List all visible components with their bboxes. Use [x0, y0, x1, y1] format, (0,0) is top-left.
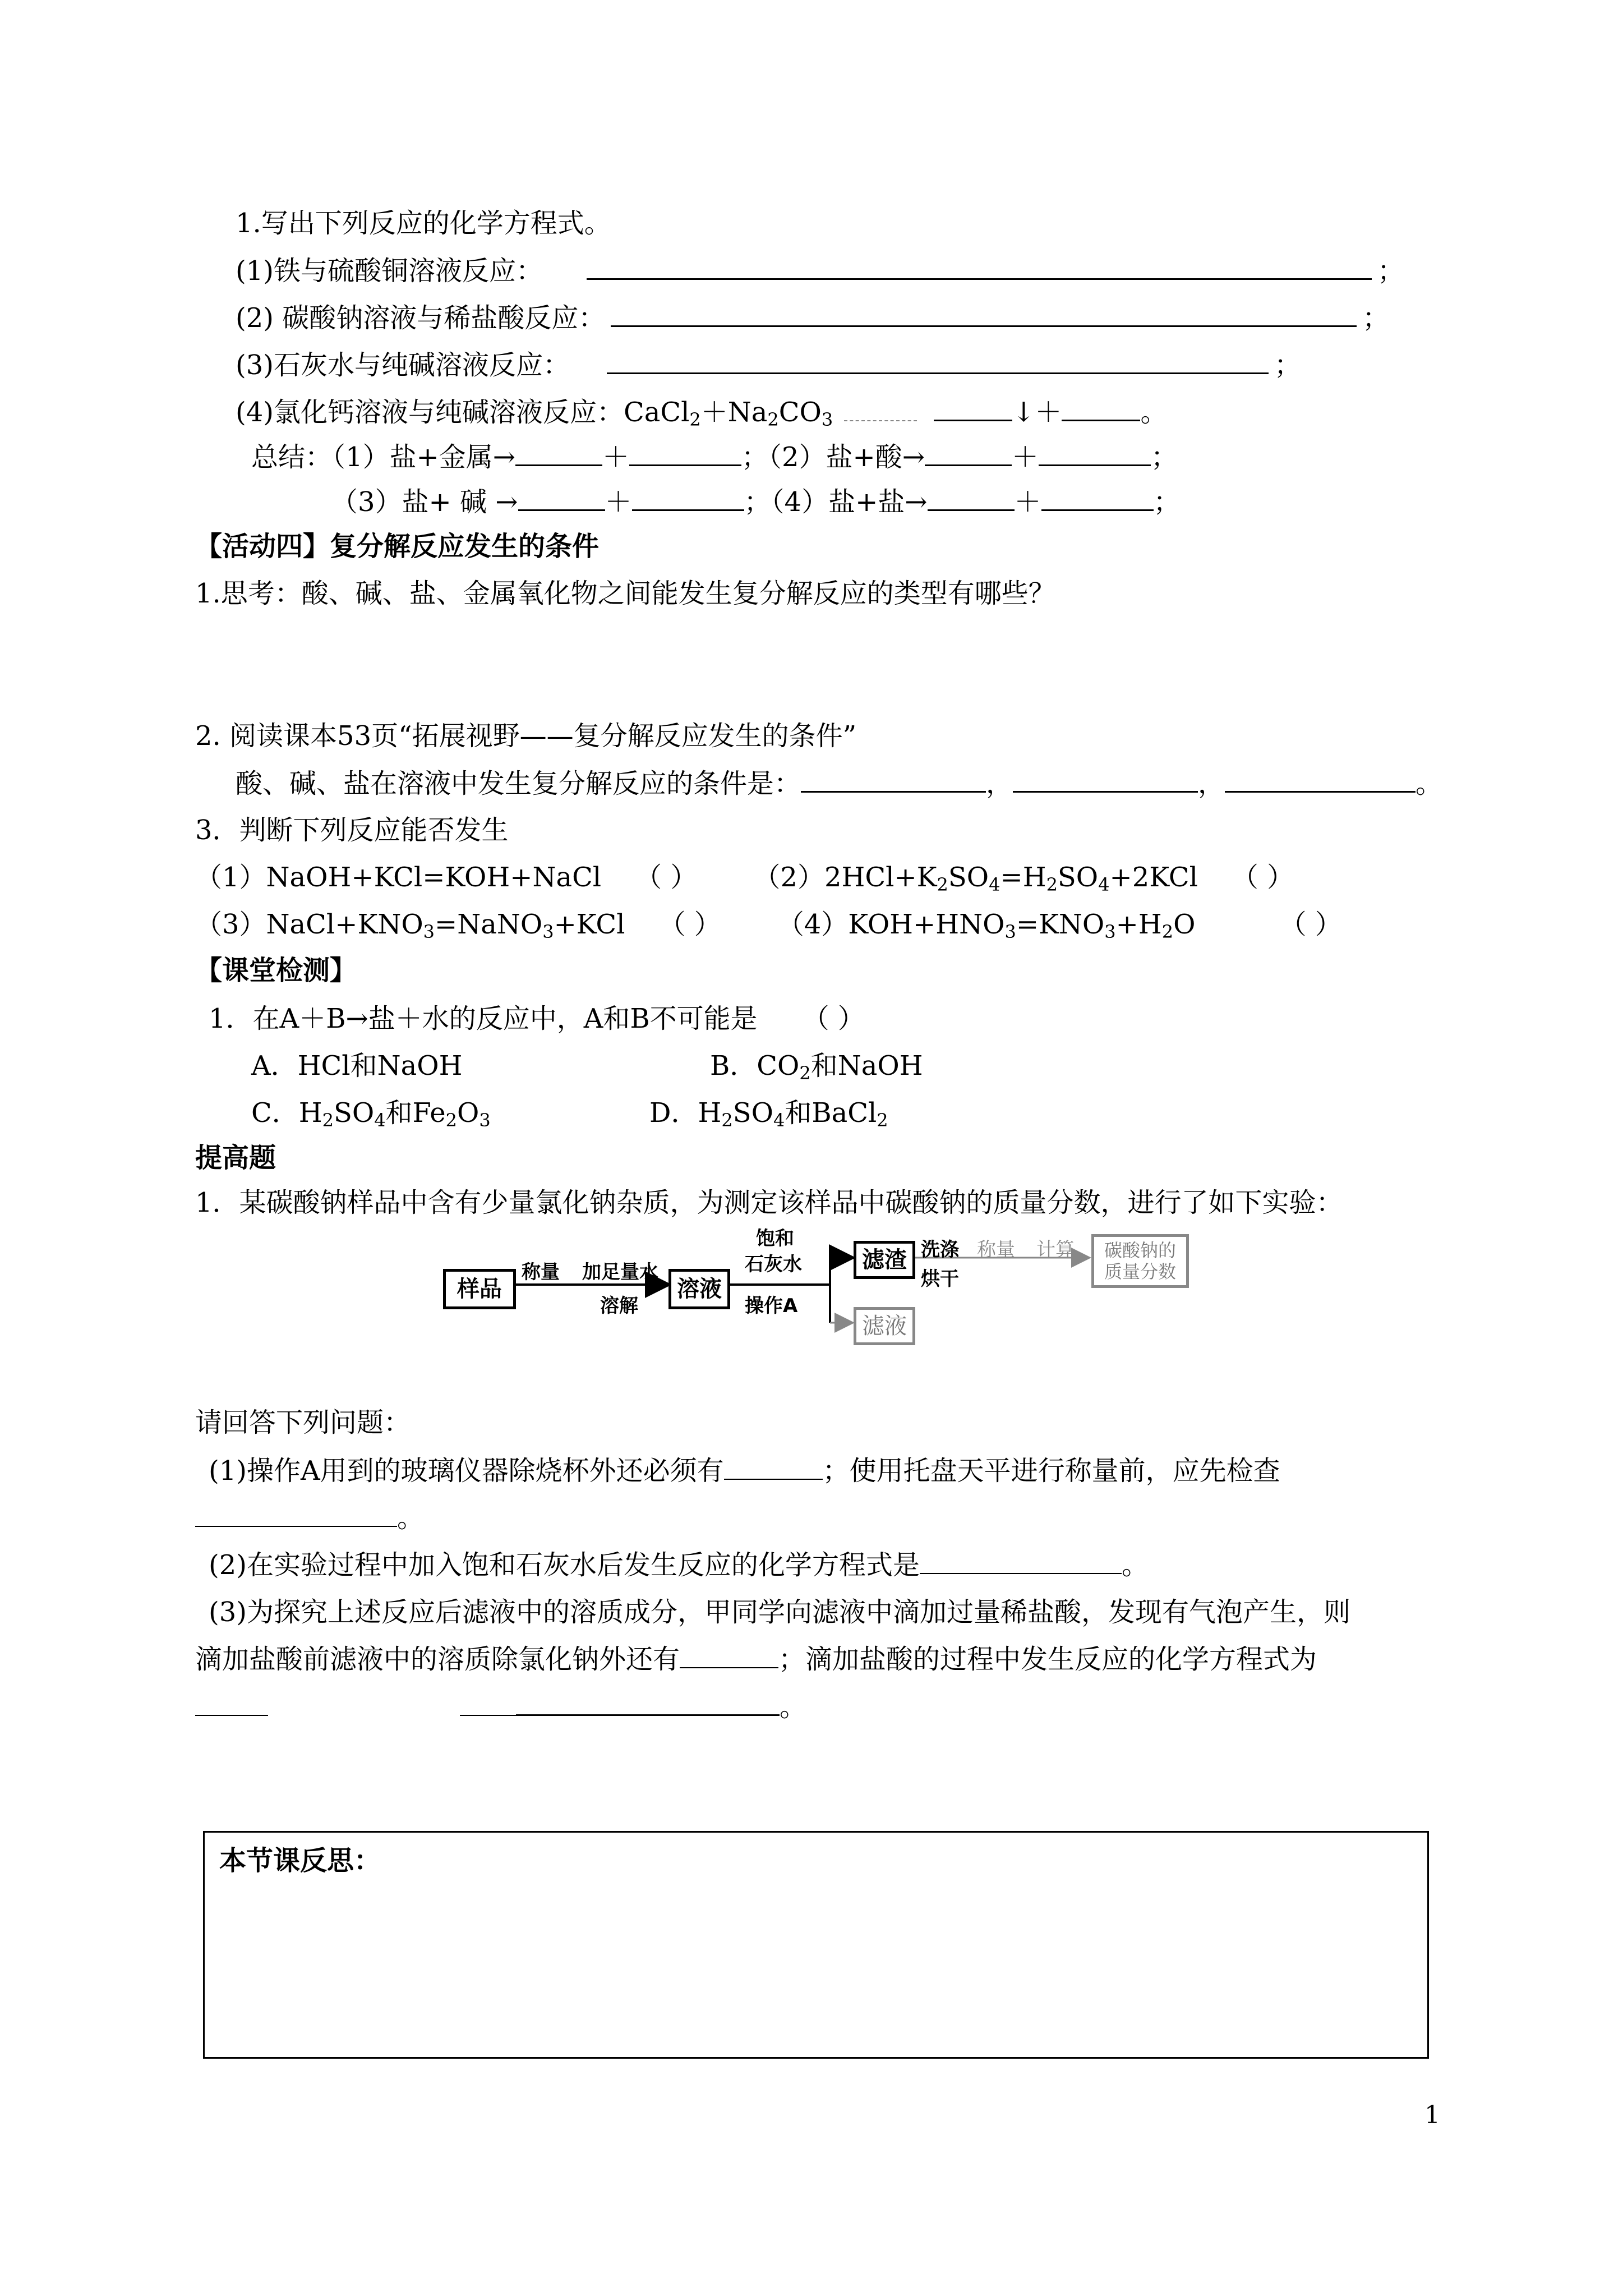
- q1-d-text: (4)氯化钙溶液与纯碱溶液反应：: [236, 397, 624, 428]
- box-result: [1091, 1234, 1189, 1288]
- judge-1: （1）NaOH+KCl=KOH+NaCl: [195, 862, 602, 893]
- box-solution: 溶液: [668, 1269, 730, 1309]
- q1-d: [236, 395, 1167, 436]
- p3-blank-1[interactable]: [680, 1642, 778, 1668]
- q1-a: [236, 254, 1404, 288]
- judge-4: $(4)KOH+HNO_3=KNO_3+H_2O$: [777, 909, 1196, 942]
- q1-d-blank-3[interactable]: [1062, 395, 1140, 421]
- semicolon: ；: [1377, 255, 1405, 287]
- option-b[interactable]: B．$CO_2$和NaOH: [710, 1050, 923, 1084]
- summary-2-blank-a[interactable]: [925, 440, 1012, 466]
- option-c[interactable]: C．$H_2SO_4$和$Fe_2O_3$: [251, 1097, 491, 1131]
- box-sample: 样品: [443, 1269, 516, 1309]
- activity4-think: 1.思考：酸、碱、盐、金属氧化物之间能发生复分解反应的类型有哪些？: [195, 578, 1055, 609]
- plus: ＋: [1014, 486, 1041, 518]
- period: 。: [1122, 1549, 1149, 1581]
- activity4-judge: 3．判断下列反应能否发生: [195, 815, 509, 846]
- semicolon: ；: [1151, 441, 1178, 473]
- condition-blank-2[interactable]: [1013, 766, 1198, 793]
- activity4-read: 2. 阅读课本53页“拓展视野——复分解反应发生的条件”: [195, 720, 857, 752]
- p1-blank-2[interactable]: [195, 1501, 397, 1527]
- page-number: 1: [1424, 2101, 1440, 2129]
- judge-2-answer[interactable]: （ ）: [1231, 862, 1294, 893]
- condition-blank-3[interactable]: [1225, 766, 1415, 793]
- class-check-heading: 【课堂检测】: [195, 955, 357, 986]
- option-a[interactable]: A．HCl和NaOH: [251, 1050, 463, 1082]
- summary-row-1: [251, 440, 1178, 474]
- q1-d-blank-1[interactable]: [844, 395, 917, 421]
- advanced-p3-line3: [195, 1690, 806, 1724]
- result-line-1: 碳酸钠的: [1104, 1240, 1176, 1261]
- plus: ＋: [605, 486, 632, 518]
- summary-1: 总结：（1）盐+金属→: [251, 441, 515, 473]
- summary-row-2: [331, 485, 1181, 519]
- label-saturated: 饱和: [756, 1227, 794, 1250]
- label-wash: 洗涤: [921, 1239, 959, 1261]
- q1-b-text: (2) 碳酸钠溶液与稀盐酸反应：: [236, 302, 606, 334]
- label-calc: 计算: [1036, 1239, 1075, 1261]
- semicolon: ；: [741, 441, 769, 473]
- label-operation-a: 操作A: [745, 1295, 798, 1317]
- conditions-text: 酸、碱、盐在溶液中发生复分解反应的条件是：: [236, 768, 801, 799]
- q1-title: 1.写出下列反应的化学方程式。: [236, 208, 611, 239]
- judge-3-answer[interactable]: （ ）: [658, 909, 721, 940]
- label-add-water: 加足量水: [582, 1261, 658, 1283]
- q1-d-blank-2[interactable]: [934, 395, 1012, 421]
- class-check-q1: [209, 1002, 865, 1036]
- period: 。: [397, 1502, 425, 1534]
- advanced-p1: [209, 1454, 1280, 1488]
- judge-4-answer[interactable]: （ ）: [1279, 909, 1342, 940]
- advanced-p3-line2: [195, 1642, 1317, 1676]
- reflection-box[interactable]: [203, 1831, 1429, 2059]
- activity4-conditions: 酸、碱、盐在溶液中发生复分解反应的条件是： ， ， 。: [236, 766, 1442, 800]
- summary-3: （3）盐+ 碱 →: [331, 486, 518, 518]
- box-residue: 滤渣: [854, 1241, 915, 1279]
- q1-a-text: (1)铁与硫酸铜溶液反应：: [236, 255, 543, 287]
- q1-c-text: (3)石灰水与纯碱溶液反应：: [236, 349, 570, 381]
- p2-text: (2)在实验过程中加入饱和石灰水后发生反应的化学方程式是: [209, 1549, 920, 1581]
- semicolon: ；: [744, 486, 771, 518]
- summary-1-blank-a[interactable]: [515, 440, 602, 466]
- precipitate-plus: ↓＋: [1012, 397, 1062, 428]
- p2-blank[interactable]: [920, 1548, 1122, 1574]
- condition-blank-1[interactable]: [801, 766, 986, 793]
- plus: ＋: [1012, 441, 1039, 473]
- semicolon: ；: [1153, 486, 1181, 518]
- label-limewater: 石灰水: [745, 1253, 802, 1276]
- class-check-q1-text: 1．在A＋B→盐＋水的反应中，A和B不可能是: [209, 1003, 758, 1034]
- class-check-q1-answer[interactable]: （ ）: [802, 1003, 865, 1034]
- p3-blank-2b[interactable]: [460, 1690, 516, 1716]
- experiment-flow-diagram: [437, 1217, 1234, 1363]
- advanced-q1: 1．某碳酸钠样品中含有少量氯化钠杂质，为测定该样品中碳酸钠的质量分数，进行了如下实验：: [195, 1187, 1343, 1218]
- summary-2-blank-b[interactable]: [1039, 440, 1151, 466]
- summary-3-blank-b[interactable]: [632, 485, 744, 511]
- summary-4-blank-b[interactable]: [1041, 485, 1154, 511]
- p3-blank-2c[interactable]: [516, 1690, 780, 1716]
- summary-3-blank-a[interactable]: [518, 485, 605, 511]
- activity4-heading: 【活动四】复分解反应发生的条件: [195, 531, 600, 562]
- period: 。: [780, 1691, 807, 1723]
- advanced-p2: [209, 1548, 1149, 1582]
- q1-c: [236, 348, 1301, 382]
- p3-blank-2a[interactable]: [195, 1690, 268, 1716]
- label-weigh: 称量: [522, 1261, 560, 1283]
- label-dry: 烘干: [921, 1268, 959, 1290]
- summary-4: （4）盐+盐→: [771, 486, 928, 518]
- answer-prompt: 请回答下列问题：: [195, 1407, 411, 1438]
- q1-c-answer-blank[interactable]: [607, 348, 1269, 374]
- semicolon: ；: [1362, 302, 1390, 334]
- judge-2: $(2)2HCl+K_2SO_4=H_2SO_4+2KCl$: [753, 862, 1198, 895]
- formula: $CaCl_2+Na_2CO_3$: [624, 397, 833, 430]
- label-weigh-2: 称量: [977, 1239, 1015, 1261]
- q1-a-answer-blank[interactable]: [587, 254, 1372, 280]
- p1-mid-text: ；使用托盘天平进行称量前，应先检查: [822, 1455, 1280, 1487]
- advanced-p1-line2: [195, 1501, 424, 1535]
- result-line-2: 质量分数: [1104, 1261, 1176, 1282]
- advanced-heading: 提高题: [195, 1142, 276, 1174]
- p3-mid-text: ；滴加盐酸的过程中发生反应的化学方程式为: [778, 1644, 1317, 1675]
- plus: ＋: [602, 441, 629, 473]
- q1-b-answer-blank[interactable]: [611, 301, 1357, 327]
- period: 。: [1140, 397, 1168, 428]
- summary-2: （2）盐+酸→: [768, 441, 925, 473]
- q1-b: [236, 301, 1389, 335]
- p1-text: (1)操作A用到的玻璃仪器除烧杯外还必须有: [209, 1455, 724, 1487]
- advanced-p3: (3)为探究上述反应后滤液中的溶质成分，甲同学向滤液中滴加过量稀盐酸，发现有气泡产生，则: [209, 1596, 1350, 1628]
- judge-row-1: [195, 861, 1294, 901]
- class-check-options-1: [251, 1049, 923, 1084]
- summary-1-blank-b[interactable]: [629, 440, 741, 466]
- reflection-label: 本节课反思：: [219, 1845, 381, 1876]
- judge-1-answer[interactable]: （ ）: [635, 862, 698, 893]
- semicolon: ；: [1274, 349, 1302, 381]
- box-filtrate: 滤液: [854, 1307, 915, 1345]
- judge-3: $(3)NaCl+KNO_3=NaNO_3+KCl$: [195, 909, 625, 942]
- p1-blank-1[interactable]: [724, 1454, 823, 1480]
- label-dissolve: 溶解: [600, 1295, 638, 1317]
- p3-line2-text: 滴加盐酸前滤液中的溶质除氯化钠外还有: [195, 1644, 680, 1675]
- summary-4-blank-a[interactable]: [928, 485, 1015, 511]
- judge-row-2: [195, 908, 1342, 949]
- class-check-options-2: [251, 1096, 888, 1137]
- option-d[interactable]: D．$H_2SO_4$和BaCl$_2$: [649, 1097, 888, 1131]
